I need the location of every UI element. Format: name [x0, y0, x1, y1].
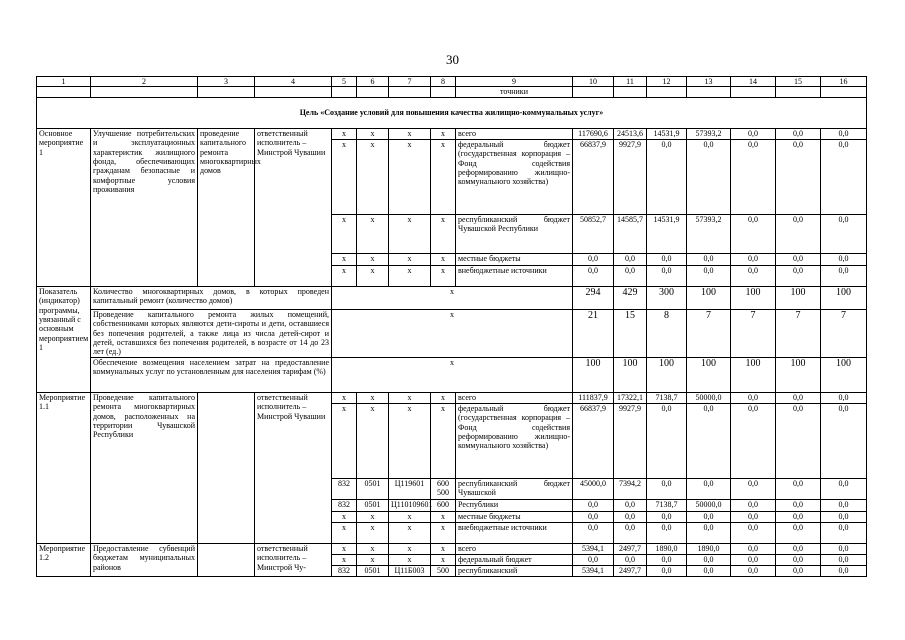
column-number: 4: [255, 77, 332, 87]
col8-cell: 600: [431, 499, 456, 511]
value-cell: 0,0: [614, 499, 647, 511]
value-cell: 0,0: [573, 265, 614, 286]
m12-responsible: ответственный исполнитель – Минстрой Чу-: [255, 543, 332, 576]
value-cell: 0,0: [573, 554, 614, 565]
col6-cell: x: [357, 214, 389, 253]
om1-row: [37, 128, 867, 139]
om1-responsible: ответственный исполнитель – Минстрой Чувашии: [255, 128, 332, 286]
value-cell: 0,0: [687, 522, 731, 543]
value-cell: 0,0: [821, 214, 867, 253]
value-cell: 0,0: [776, 511, 821, 522]
col7-cell: x: [389, 554, 431, 565]
col8-cell: 600 500: [431, 478, 456, 499]
col5-cell: x: [332, 554, 357, 565]
table-cell: [389, 87, 431, 97]
value-cell: 0,0: [776, 554, 821, 565]
indicator-value: 100: [821, 286, 867, 309]
indicator-value: 21: [573, 309, 614, 357]
indicator-value: 100: [731, 286, 776, 309]
value-cell: 0,0: [731, 128, 776, 139]
value-cell: 0,0: [776, 543, 821, 554]
col5-cell: x: [332, 128, 357, 139]
column-number: 14: [731, 77, 776, 87]
table-cell: [573, 87, 614, 97]
col7-cell: Ц119601: [389, 478, 431, 499]
value-cell: 0,0: [647, 565, 687, 576]
value-cell: 0,0: [731, 214, 776, 253]
table-cell: [731, 87, 776, 97]
value-cell: 0,0: [776, 565, 821, 576]
value-cell: 0,0: [647, 511, 687, 522]
funding-source: федеральный бюджет: [456, 554, 573, 565]
goal-heading: Цель «Создание условий для повышения качества жилищно-коммунальных услуг»: [37, 97, 867, 128]
funding-source: республиканский бюджет Чувашской Республики: [456, 214, 573, 253]
header-row: [37, 77, 867, 87]
col5-cell: x: [332, 265, 357, 286]
funding-source: республиканский бюджет Чувашской: [456, 478, 573, 499]
table-cell: [357, 87, 389, 97]
indicator-value: 100: [776, 357, 821, 392]
col5-cell: x: [332, 392, 357, 403]
value-cell: 0,0: [647, 478, 687, 499]
value-cell: 0,0: [614, 253, 647, 265]
value-cell: 50000,0: [687, 499, 731, 511]
funding-source: всего: [456, 128, 573, 139]
value-cell: 0,0: [821, 128, 867, 139]
value-cell: 0,0: [687, 265, 731, 286]
col7-cell: x: [389, 128, 431, 139]
indicator-value: 100: [776, 286, 821, 309]
value-cell: 0,0: [776, 478, 821, 499]
funding-source: федеральный бюджет (государственная корпорация – Фонд содействия реформированию жилищно-коммунального хозяйства): [456, 403, 573, 478]
value-cell: 0,0: [821, 554, 867, 565]
column-number: 8: [431, 77, 456, 87]
value-cell: 45000,0: [573, 478, 614, 499]
column-number: 3: [198, 77, 255, 87]
value-cell: 0,0: [614, 554, 647, 565]
value-cell: 0,0: [614, 265, 647, 286]
column-number: 1: [37, 77, 91, 87]
col5-cell: x: [332, 522, 357, 543]
value-cell: 0,0: [614, 522, 647, 543]
indicator-text: Проведение капитального ремонта жилых помещений, собственниками которых являются дети-сироты и дети, оставшиеся без попечения родителей, а также лица из числа детей-сирот и детей, оставшихся без попечения родителей, в возрасте от 14 до 23 лет (ед.): [91, 309, 332, 357]
value-cell: 1890,0: [647, 543, 687, 554]
table-cell: [332, 87, 357, 97]
col5-cell: x: [332, 543, 357, 554]
column-number: 2: [91, 77, 198, 87]
m11-responsible: ответственный исполнитель – Минстрой Чувашии: [255, 392, 332, 543]
col5-cell: 832: [332, 478, 357, 499]
col6-cell: 0501: [357, 565, 389, 576]
value-cell: 0,0: [821, 253, 867, 265]
col8-cell: x: [431, 554, 456, 565]
value-cell: 7394,2: [614, 478, 647, 499]
value-cell: 57393,2: [687, 214, 731, 253]
om1-col3: проведение капитального ремонта многоквартирных домов: [198, 128, 255, 286]
value-cell: 0,0: [573, 253, 614, 265]
indicator-row: [37, 357, 867, 392]
funding-source: всего: [456, 543, 573, 554]
value-cell: 66837,9: [573, 403, 614, 478]
col5-cell: 832: [332, 499, 357, 511]
col6-cell: x: [357, 403, 389, 478]
column-number: 9: [456, 77, 573, 87]
m12-row: [37, 543, 867, 554]
table-cell: [431, 87, 456, 97]
value-cell: 14531,9: [647, 214, 687, 253]
table-cell: [776, 87, 821, 97]
funding-source: местные бюджеты: [456, 253, 573, 265]
value-cell: 0,0: [573, 511, 614, 522]
indicator-row: [37, 286, 867, 309]
indicator-value: 7: [776, 309, 821, 357]
value-cell: 0,0: [731, 265, 776, 286]
value-cell: 0,0: [821, 265, 867, 286]
value-cell: 0,0: [731, 522, 776, 543]
funding-source: федеральный бюджет (государственная корпорация – Фонд содействия реформированию жилищно-коммунального хозяйства): [456, 139, 573, 214]
value-cell: 2497,7: [614, 565, 647, 576]
value-cell: 111837,9: [573, 392, 614, 403]
value-cell: 7138,7: [647, 499, 687, 511]
value-cell: 50000,0: [687, 392, 731, 403]
value-cell: 0,0: [821, 139, 867, 214]
col7-cell: x: [389, 543, 431, 554]
col7-cell: x: [389, 392, 431, 403]
value-cell: 0,0: [776, 253, 821, 265]
value-cell: 0,0: [731, 499, 776, 511]
value-cell: 0,0: [776, 522, 821, 543]
value-cell: 0,0: [647, 253, 687, 265]
table-cell: [821, 87, 867, 97]
m12-label: Мероприятие 1.2: [37, 543, 91, 576]
column-number: 13: [687, 77, 731, 87]
value-cell: 0,0: [821, 565, 867, 576]
value-cell: 0,0: [776, 214, 821, 253]
value-cell: 5394,1: [573, 565, 614, 576]
indicator-value: 7: [821, 309, 867, 357]
value-cell: 7138,7: [647, 392, 687, 403]
col5-cell: x: [332, 139, 357, 214]
col8-cell: x: [431, 265, 456, 286]
funding-source: Республики: [456, 499, 573, 511]
funding-source: республиканский: [456, 565, 573, 576]
value-cell: 117690,6: [573, 128, 614, 139]
indicator-value: 15: [614, 309, 647, 357]
value-cell: 0,0: [776, 139, 821, 214]
col6-cell: x: [357, 543, 389, 554]
value-cell: 0,0: [573, 522, 614, 543]
col6-cell: x: [357, 511, 389, 522]
col8-cell: x: [431, 392, 456, 403]
col8-cell: x: [431, 543, 456, 554]
indicator-value: 100: [687, 286, 731, 309]
value-cell: 0,0: [821, 478, 867, 499]
m11-name: Проведение капитального ремонта многоквартирных домов, расположенных на территории Чувашской Республики: [91, 392, 198, 543]
value-cell: 0,0: [647, 522, 687, 543]
indicator-value: 7: [731, 309, 776, 357]
funding-source: местные бюджеты: [456, 511, 573, 522]
col7-cell: x: [389, 522, 431, 543]
col6-cell: x: [357, 554, 389, 565]
value-cell: 0,0: [573, 499, 614, 511]
col7-cell: Ц110109601: [389, 499, 431, 511]
om1-name: Улучшение потребительских и эксплуатационных характеристик жилищного фонда, обеспечивающих гражданам безопасные и комфортные условия проживания: [91, 128, 198, 286]
col7-cell: x: [389, 253, 431, 265]
column-number: 10: [573, 77, 614, 87]
value-cell: 0,0: [731, 478, 776, 499]
table-body: [37, 77, 867, 577]
value-cell: 0,0: [776, 128, 821, 139]
program-table-wrapper: [36, 76, 867, 577]
col6-cell: x: [357, 265, 389, 286]
table-cell: [614, 87, 647, 97]
funding-source: всего: [456, 392, 573, 403]
indicator-value: 294: [573, 286, 614, 309]
col6-cell: x: [357, 128, 389, 139]
table-cell: [647, 87, 687, 97]
col8-cell: x: [431, 139, 456, 214]
value-cell: 0,0: [687, 565, 731, 576]
indicator-value: 8: [647, 309, 687, 357]
indicator-value: 7: [687, 309, 731, 357]
col6-cell: x: [357, 392, 389, 403]
col8-cell: x: [431, 511, 456, 522]
column-number: 11: [614, 77, 647, 87]
value-cell: 1890,0: [687, 543, 731, 554]
value-cell: 0,0: [776, 403, 821, 478]
value-cell: 57393,2: [687, 128, 731, 139]
om1-label: Основное мероприятие 1: [37, 128, 91, 286]
table-cell: [198, 87, 255, 97]
value-cell: 0,0: [731, 403, 776, 478]
indicator-value: 100: [731, 357, 776, 392]
indicator-x: x: [332, 357, 573, 392]
col8-cell: x: [431, 253, 456, 265]
column-number: 16: [821, 77, 867, 87]
value-cell: 0,0: [821, 511, 867, 522]
indicator-value: 300: [647, 286, 687, 309]
value-cell: 0,0: [687, 478, 731, 499]
col6-cell: x: [357, 139, 389, 214]
goal-row: [37, 97, 867, 128]
m12-name: Предоставление субвенций бюджетам муниципальных районов: [91, 543, 198, 576]
indicator-value: 100: [573, 357, 614, 392]
value-cell: 0,0: [776, 499, 821, 511]
value-cell: 0,0: [731, 392, 776, 403]
value-cell: 0,0: [647, 265, 687, 286]
col8-cell: 500: [431, 565, 456, 576]
col7-cell: Ц11Б003: [389, 565, 431, 576]
value-cell: 0,0: [647, 403, 687, 478]
value-cell: 0,0: [731, 554, 776, 565]
continuation-text: точники: [456, 87, 573, 97]
continuation-row: [37, 87, 867, 97]
value-cell: 0,0: [731, 511, 776, 522]
value-cell: 17322,1: [614, 392, 647, 403]
m11-label: Мероприятие 1.1: [37, 392, 91, 543]
m11-row: [37, 392, 867, 403]
col7-cell: x: [389, 403, 431, 478]
column-number: 5: [332, 77, 357, 87]
col6-cell: 0501: [357, 499, 389, 511]
value-cell: 0,0: [687, 253, 731, 265]
value-cell: 0,0: [821, 522, 867, 543]
col8-cell: x: [431, 522, 456, 543]
indicator-value: 429: [614, 286, 647, 309]
value-cell: 2497,7: [614, 543, 647, 554]
value-cell: 5394,1: [573, 543, 614, 554]
col8-cell: x: [431, 403, 456, 478]
indicator-x: x: [332, 309, 573, 357]
indicator-row: [37, 309, 867, 357]
col7-cell: x: [389, 139, 431, 214]
column-number: 15: [776, 77, 821, 87]
value-cell: 9927,9: [614, 403, 647, 478]
value-cell: 0,0: [731, 139, 776, 214]
value-cell: 0,0: [731, 565, 776, 576]
indicator-value: 100: [687, 357, 731, 392]
col6-cell: 0501: [357, 478, 389, 499]
col7-cell: x: [389, 214, 431, 253]
value-cell: 0,0: [731, 543, 776, 554]
indicator-value: 100: [821, 357, 867, 392]
indicator-value: 100: [647, 357, 687, 392]
indicator-label: Показатель (индикатор) программы, увязанный с основным мероприятием 1: [37, 286, 91, 392]
value-cell: 9927,9: [614, 139, 647, 214]
table-cell: [37, 87, 91, 97]
col5-cell: x: [332, 214, 357, 253]
col6-cell: x: [357, 253, 389, 265]
value-cell: 14531,9: [647, 128, 687, 139]
value-cell: 0,0: [614, 511, 647, 522]
col8-cell: x: [431, 128, 456, 139]
col5-cell: x: [332, 253, 357, 265]
page-number: 30: [446, 52, 459, 67]
value-cell: 0,0: [821, 392, 867, 403]
col5-cell: x: [332, 511, 357, 522]
indicator-text: Обеспечение возмещения населением затрат на предоставление коммунальных услуг по установленным для населения тарифам (%): [91, 357, 332, 392]
value-cell: 24513,6: [614, 128, 647, 139]
indicator-value: 100: [614, 357, 647, 392]
value-cell: 0,0: [776, 392, 821, 403]
value-cell: 66837,9: [573, 139, 614, 214]
column-number: 12: [647, 77, 687, 87]
indicator-x: x: [332, 286, 573, 309]
col7-cell: x: [389, 265, 431, 286]
value-cell: 0,0: [776, 265, 821, 286]
indicator-text: Количество многоквартирных домов, в которых проведен капитальный ремонт (количество домов): [91, 286, 332, 309]
value-cell: 50852,7: [573, 214, 614, 253]
value-cell: 14585,7: [614, 214, 647, 253]
table-cell: [687, 87, 731, 97]
value-cell: 0,0: [647, 554, 687, 565]
column-number: 7: [389, 77, 431, 87]
program-table: [36, 76, 867, 577]
table-cell: [91, 87, 198, 97]
value-cell: 0,0: [821, 403, 867, 478]
value-cell: 0,0: [687, 511, 731, 522]
table-cell: [255, 87, 332, 97]
col7-cell: x: [389, 511, 431, 522]
value-cell: 0,0: [687, 139, 731, 214]
value-cell: 0,0: [687, 554, 731, 565]
col5-cell: 832: [332, 565, 357, 576]
col5-cell: x: [332, 403, 357, 478]
col6-cell: x: [357, 522, 389, 543]
column-number: 6: [357, 77, 389, 87]
funding-source: внебюджетные источники: [456, 265, 573, 286]
m11-col3: [198, 392, 255, 543]
value-cell: 0,0: [731, 253, 776, 265]
value-cell: 0,0: [647, 139, 687, 214]
funding-source: внебюджетные источники: [456, 522, 573, 543]
value-cell: 0,0: [687, 403, 731, 478]
m12-col3: [198, 543, 255, 576]
value-cell: 0,0: [821, 543, 867, 554]
col8-cell: x: [431, 214, 456, 253]
value-cell: 0,0: [821, 499, 867, 511]
